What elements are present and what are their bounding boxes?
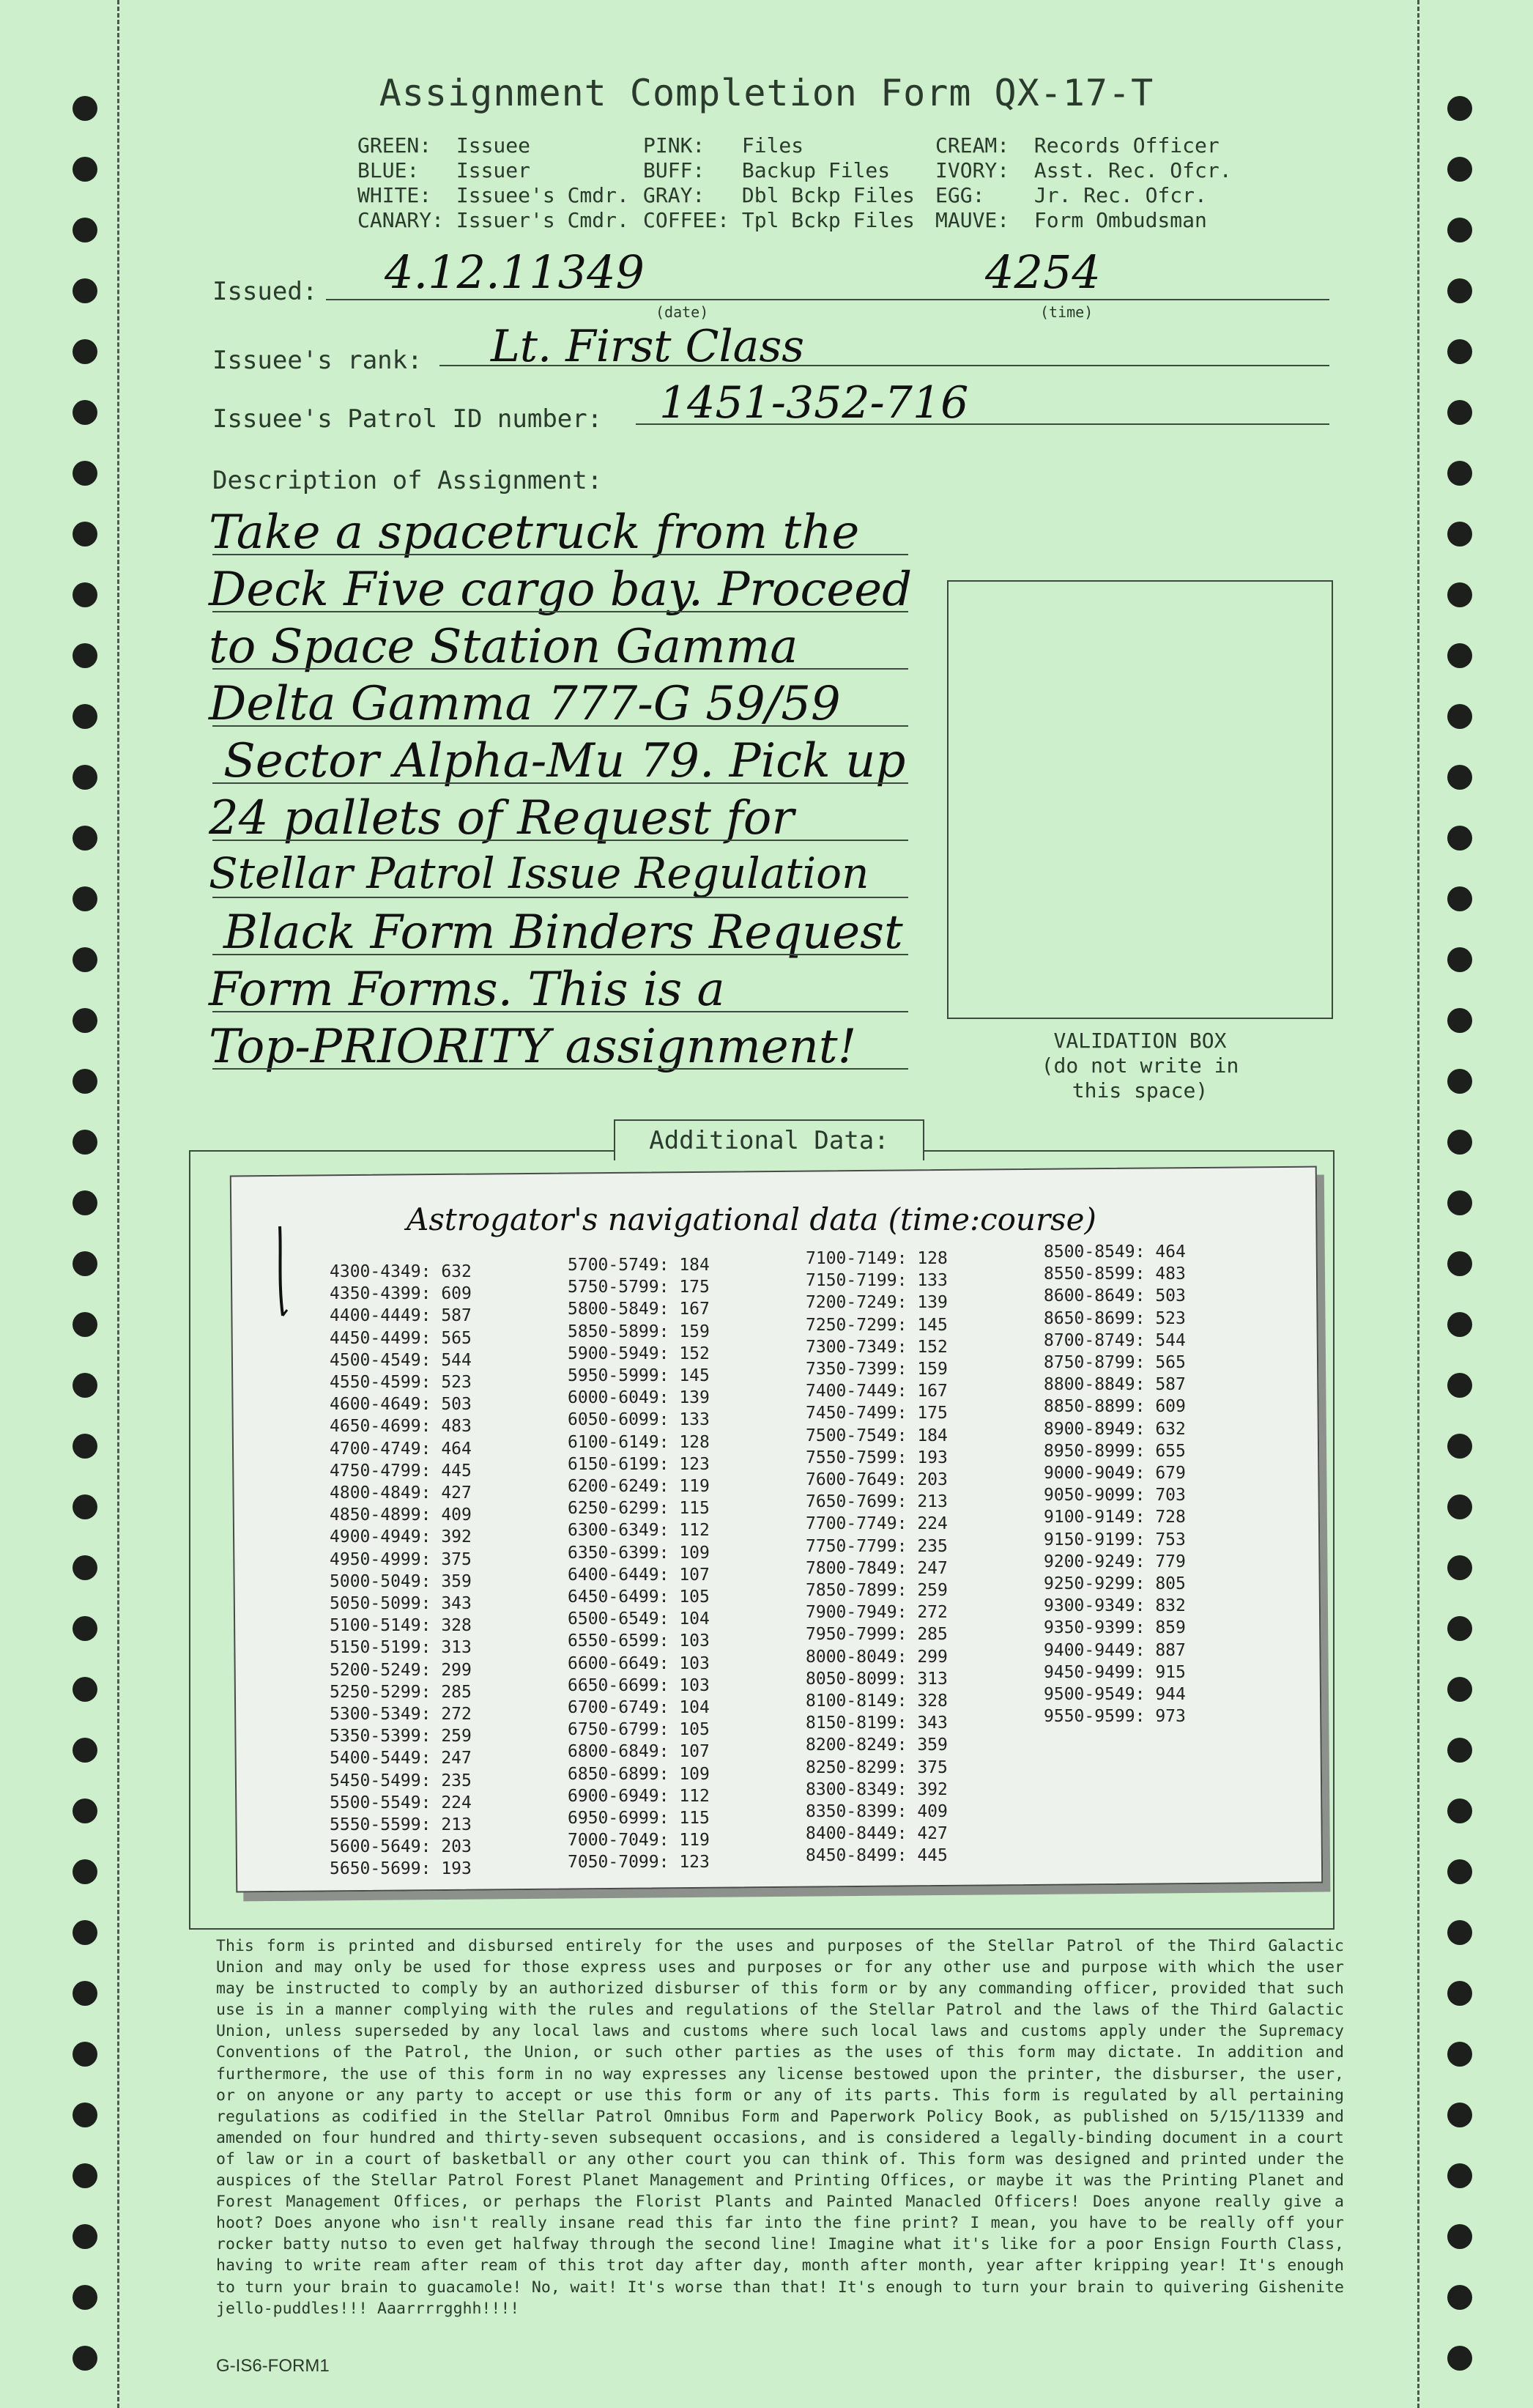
- tractor-hole: [1447, 2163, 1472, 2188]
- description-line: to Space Station Gamma: [209, 620, 798, 674]
- tractor-hole: [73, 886, 97, 911]
- issued-label: Issued:: [212, 277, 318, 306]
- tractor-hole: [1447, 1738, 1472, 1763]
- tractor-hole: [1447, 339, 1472, 364]
- tractor-hole: [73, 2103, 97, 2127]
- tractor-hole: [73, 2163, 97, 2188]
- description-line: 24 pallets of Request for: [209, 791, 795, 845]
- tractor-hole: [1447, 522, 1472, 547]
- tractor-hole: [1447, 582, 1472, 607]
- tractor-hole: [1447, 1555, 1472, 1580]
- description-rule: [212, 554, 908, 555]
- tractor-hole: [73, 522, 97, 547]
- issued-underline: [326, 299, 1329, 300]
- description-rule: [212, 1011, 908, 1012]
- description-rule: [212, 840, 908, 841]
- tractor-hole: [73, 2285, 97, 2310]
- time-caption: (time): [1040, 303, 1094, 321]
- tractor-hole: [1447, 1920, 1472, 1945]
- tractor-hole: [73, 1434, 97, 1459]
- tractor-hole: [1447, 1008, 1472, 1033]
- tractor-hole: [73, 1920, 97, 1945]
- patrol-id-underline: [636, 423, 1329, 425]
- tractor-hole: [73, 1312, 97, 1337]
- tractor-hole: [73, 1798, 97, 1823]
- tractor-hole: [73, 1008, 97, 1033]
- tractor-hole: [73, 400, 97, 425]
- tractor-hole: [1447, 947, 1472, 972]
- tractor-hole: [73, 1981, 97, 2006]
- tractor-hole: [1447, 400, 1472, 425]
- tractor-hole: [1447, 1251, 1472, 1276]
- tractor-hole: [1447, 2042, 1472, 2067]
- patrol-id-label: Issuee's Patrol ID number:: [212, 404, 603, 434]
- description-line: Stellar Patrol Issue Regulation: [209, 848, 869, 898]
- tractor-hole: [1447, 1312, 1472, 1337]
- tractor-hole: [1447, 278, 1472, 303]
- tractor-hole: [1447, 157, 1472, 182]
- rank-value[interactable]: Lt. First Class: [491, 321, 805, 372]
- description-rule: [212, 1068, 908, 1070]
- description-rule: [212, 611, 908, 612]
- tractor-hole: [73, 1251, 97, 1276]
- form-title: Assignment Completion Form QX-17-T: [379, 72, 1154, 114]
- description-line: Form Forms. This is a: [209, 963, 725, 1017]
- tractor-hole: [1447, 1434, 1472, 1459]
- description-rule: [212, 725, 908, 727]
- tractor-hole: [1447, 886, 1472, 911]
- tractor-hole: [1447, 2103, 1472, 2127]
- description-rule: [212, 782, 908, 784]
- tractor-hole: [1447, 826, 1472, 851]
- navigation-column-4: 8500-8549: 464 8550-8599: 483 8600-8649: 503 8650-8699: 523 8700-8749: 544 8750-8799: 565 8800-8849: 587 8850-8899: 609 8900-8949: 632 8950-8999: 655 9000-9049: 679 9050-9099: 703 9100-9149: 728 9150-9199: 753 9200-9249: 779 9250-9299: 805 9300-9349: 832 9350-9399: 859 9400-9449: 887 9450-9499: 915 9500-9549: 944 9550-9599: 973: [1044, 1242, 1186, 1727]
- rank-label: Issuee's rank:: [212, 346, 423, 375]
- issued-time[interactable]: 4254: [985, 245, 1101, 299]
- tractor-hole: [1447, 765, 1472, 790]
- tractor-hole: [1447, 643, 1472, 668]
- copy-distribution-col1: GREEN: Issuee BLUE: Issuer WHITE: Issuee's Cmdr. CANARY: Issuer's Cmdr.: [357, 133, 629, 232]
- tractor-hole: [73, 2042, 97, 2067]
- validation-box: [947, 580, 1333, 1019]
- additional-data-title: Additional Data:: [614, 1119, 924, 1160]
- tractor-hole: [73, 1130, 97, 1155]
- navigation-column-2: 5700-5749: 184 5750-5799: 175 5800-5849: 167 5850-5899: 159 5900-5949: 152 5950-5999: 145 6000-6049: 139 6050-6099: 133 6100-6149: 128 6150-6199: 123 6200-6249: 119 6250-6299: 115 6300-6349: 112 6350-6399: 109 6400-6449: 107 6450-6499: 105 6500-6549: 104 6550-6599: 103 6600-6649: 103 6650-6699: 103 6700-6749: 104 6750-6799: 105 6800-6849: 107 6850-6899: 109 6900-6949: 112 6950-6999: 115 7000-7049: 119 7050-7099: 123: [568, 1256, 710, 1872]
- rank-underline: [439, 365, 1329, 366]
- tractor-hole: [73, 157, 97, 182]
- tractor-hole: [1447, 1130, 1472, 1155]
- tractor-hole: [1447, 2224, 1472, 2249]
- tractor-hole: [73, 2224, 97, 2249]
- tractor-hole: [1447, 1859, 1472, 1884]
- tractor-hole: [1447, 1494, 1472, 1519]
- left-perforation-line: [117, 0, 119, 2408]
- tractor-hole: [73, 339, 97, 364]
- navigation-data-title: Astrogator's navigational data (time:course): [407, 1201, 1096, 1237]
- tractor-hole: [73, 765, 97, 790]
- tractor-hole: [73, 1616, 97, 1641]
- description-rule: [212, 897, 908, 898]
- tractor-hole: [1447, 2285, 1472, 2310]
- navigation-column-3: 7100-7149: 128 7150-7199: 133 7200-7249: 139 7250-7299: 145 7300-7349: 152 7350-7399: 159 7400-7449: 167 7450-7499: 175 7500-7549: 184 7550-7599: 193 7600-7649: 203 7650-7699: 213 7700-7749: 224 7750-7799: 235 7800-7849: 247 7850-7899: 259 7900-7949: 272 7950-7999: 285 8000-8049: 299 8050-8099: 313 8100-8149: 328 8150-8199: 343 8200-8249: 359 8250-8299: 375 8300-8349: 392 8350-8399: 409 8400-8449: 427 8450-8499: 445: [806, 1249, 948, 1866]
- tractor-hole: [73, 582, 97, 607]
- tractor-hole: [73, 1069, 97, 1094]
- description-line: Sector Alpha-Mu 79. Pick up: [223, 734, 906, 788]
- description-label: Description of Assignment:: [212, 466, 603, 495]
- tractor-hole: [1447, 704, 1472, 729]
- tractor-hole: [73, 643, 97, 668]
- navigation-column-1: 4300-4349: 632 4350-4399: 609 4400-4449: 587 4450-4499: 565 4500-4549: 544 4550-4599: 523 4600-4649: 503 4650-4699: 483 4700-4749: 464 4750-4799: 445 4800-4849: 427 4850-4899: 409 4900-4949: 392 4950-4999: 375 5000-5049: 359 5050-5099: 343 5100-5149: 328 5150-5199: 313 5200-5249: 299 5250-5299: 285 5300-5349: 272 5350-5399: 259 5400-5449: 247 5450-5499: 235 5500-5549: 224 5550-5599: 213 5600-5649: 203 5650-5699: 193: [330, 1262, 472, 1879]
- tractor-hole: [73, 1738, 97, 1763]
- tractor-hole: [1447, 1190, 1472, 1215]
- tractor-hole: [1447, 1981, 1472, 2006]
- tractor-hole: [1447, 1373, 1472, 1398]
- patrol-id-value[interactable]: 1451-352-716: [659, 377, 969, 429]
- tractor-hole: [1447, 1069, 1472, 1094]
- description-line: Delta Gamma 777-G 59/59: [209, 677, 841, 731]
- tractor-hole: [1447, 2346, 1472, 2371]
- tractor-hole: [73, 1859, 97, 1884]
- tractor-hole: [73, 1373, 97, 1398]
- tractor-hole: [73, 461, 97, 486]
- description-line: Top-PRIORITY assignment!: [209, 1020, 857, 1074]
- pen-mark: [271, 1223, 293, 1326]
- tractor-hole: [1447, 218, 1472, 242]
- validation-caption: VALIDATION BOX (do not write in this space): [1041, 1029, 1239, 1103]
- tractor-hole: [73, 1190, 97, 1215]
- tractor-hole: [1447, 1798, 1472, 1823]
- tractor-hole: [73, 826, 97, 851]
- tractor-hole: [73, 278, 97, 303]
- tractor-hole: [73, 1494, 97, 1519]
- tractor-hole: [73, 2346, 97, 2371]
- description-rule: [212, 668, 908, 670]
- tractor-hole: [73, 947, 97, 972]
- tractor-hole: [1447, 1616, 1472, 1641]
- tractor-hole: [73, 1677, 97, 1702]
- copy-distribution-col2: PINK: Files BUFF: Backup Files GRAY: Dbl Bckp Files COFFEE: Tpl Bckp Files: [643, 133, 915, 232]
- tractor-hole: [73, 218, 97, 242]
- right-perforation-line: [1417, 0, 1419, 2408]
- description-line: Black Form Binders Request: [223, 905, 903, 960]
- issued-date[interactable]: 4.12.11349: [385, 245, 645, 299]
- tractor-hole: [1447, 461, 1472, 486]
- description-line: Deck Five cargo bay. Proceed: [209, 563, 913, 617]
- description-rule: [212, 954, 908, 955]
- description-line: Take a spacetruck from the: [209, 505, 860, 560]
- fine-print: This form is printed and disbursed entirely for the uses and purposes of the Stellar Patrol of the Third Galactic Union and may only be used for those express uses and purposes or for any other use and purpose with which the user may be instructed to comply by an authorized disburser of this form or by any commanding officer, provided that such use is in a manner complying with the rules and regulations of the Stellar Patrol and the laws of the Third Galactic Union, unless superseded by any local laws and customs where such local laws and customs apply under the Supremacy Conventions of the Patrol, the Union, or such other parties as the uses of this form may dictate. In addition and furthermore, the use of this form in no way expresses any license bestowed upon the printer, the disburser, the user, or on anyone or any party to accept or use this form or any of its parts. This form is regulated by all pertaining regulations as codified in the Stellar Patrol Omnibus Form and Paperwork Policy Book, as published on 5/15/11339 and amended on four hundred and thirty-seven subsequent occasions, and is considered a legally-binding document in a court of law or in a court of basketball or any other court you can think of. This form was designed and printed under the auspices of the Stellar Patrol Forest Planet Management and Printing Offices, or maybe it was the Printing Planet and Forest Management Offices, or perhaps the Florist Plants and Painted Manacled Officers! Does anyone really give a hoot? Does anyone who isn't really insane read this far into the fine print? I mean, you have to be really off your rocker batty nutso to even get halfway through the second line! Imagine what it's like for a poor Ensign Fourth Class, having to write ream after ream of this trot day after day, month after month, year after kripping year! It's enough to turn your brain to guacamole! No, wait! It's worse than that! It's enough to turn your brain to quivering Gishenite jello-puddles!!! Aaarrrrgghh!!!!: [216, 1937, 1344, 2318]
- tractor-hole: [73, 1555, 97, 1580]
- copy-distribution-col3: CREAM: Records Officer IVORY: Asst. Rec. Ofcr. EGG: Jr. Rec. Ofcr. MAUVE: Form Ombudsman: [935, 133, 1232, 232]
- date-caption: (date): [656, 303, 709, 321]
- form-code: G-IS6-FORM1: [216, 2356, 330, 2376]
- tractor-hole: [1447, 1677, 1472, 1702]
- tractor-hole: [73, 704, 97, 729]
